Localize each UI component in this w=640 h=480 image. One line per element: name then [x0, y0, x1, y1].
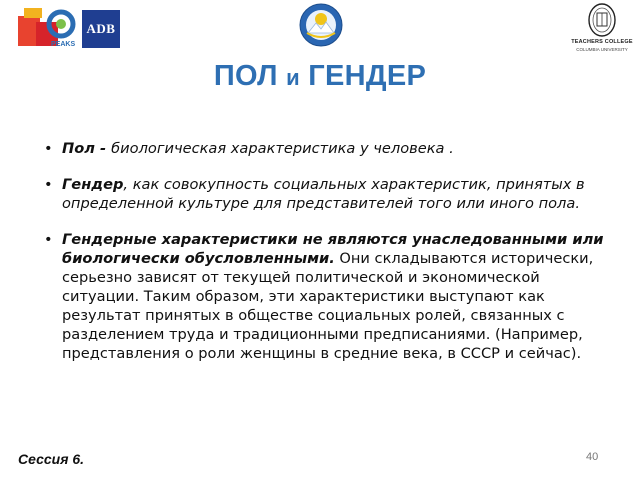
peaks-logo-text: PEAKS: [51, 41, 76, 48]
state-emblem-icon: [299, 3, 343, 47]
bullet-item: [44, 175, 614, 213]
bullet-text: Они складываются исторически, серьезно зависят от текущей политической и экономической ситуации. Таким образом, эти характеристики выступают как результат принятых в обществе социальных ролей, связанных с разделением труда и традиционными предписаниями. (Например, представления о роли женщины в средние века, в СССР и сейчас).: [62, 250, 594, 362]
adb-logo-text: ADB: [86, 21, 116, 36]
bullet-icon: •: [44, 231, 53, 248]
bullet-text: , как совокупность социальных характеристик, принятых в определенной культуре для представителей того или иного пола.: [62, 176, 585, 212]
bullet-list: [44, 139, 614, 363]
title-part-3: ГЕНДЕР: [299, 60, 427, 92]
adb-logo: [82, 10, 120, 48]
teachers-college-logo: [570, 2, 634, 54]
bullet-item: [44, 139, 614, 158]
page-number: 40: [586, 451, 599, 463]
bullet-text: биологическая характеристика у человека .: [111, 140, 454, 157]
slide-title: [0, 60, 640, 93]
session-label: Сессия 6.: [18, 451, 85, 467]
bullet-term: Пол -: [62, 140, 112, 157]
title-part-1: ПОЛ: [213, 60, 287, 92]
teachers-college-subtitle: COLUMBIA UNIVERSITY: [576, 47, 628, 52]
bullet-term: Гендерные характеристики не являются унаследованными или биологически обусловленными.: [62, 231, 604, 267]
bullet-term: Гендер: [62, 176, 124, 193]
title-part-2: и: [286, 65, 300, 90]
teachers-college-seal-icon: [570, 2, 634, 38]
bullet-icon: •: [44, 140, 53, 157]
bullet-item: [44, 230, 614, 363]
bullet-icon: •: [44, 176, 53, 193]
peaks-logo: [18, 8, 78, 48]
teachers-college-name: TEACHERS COLLEGE: [571, 39, 633, 45]
